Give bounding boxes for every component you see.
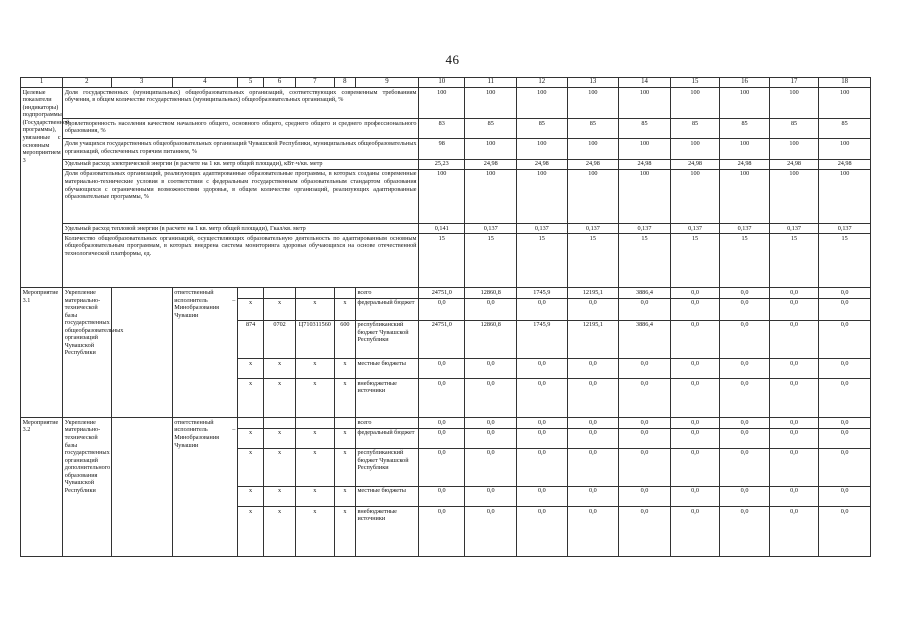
indicator-value: 0,137 — [769, 224, 819, 234]
funding-value: 3886,4 — [619, 288, 671, 298]
indicator-row — [21, 224, 871, 234]
funding-source: внебюджетные источники — [355, 507, 418, 557]
budget-code — [334, 418, 355, 428]
funding-source: всего — [355, 288, 418, 298]
funding-value: 0,0 — [819, 288, 871, 298]
funding-value: 0,0 — [769, 428, 819, 448]
indicator-value: 100 — [567, 88, 619, 119]
indicator-value: 85 — [517, 119, 568, 139]
column-number: 18 — [819, 78, 871, 88]
funding-value: 0,0 — [819, 428, 871, 448]
indicator-value: 100 — [465, 169, 517, 223]
page-number: 46 — [445, 52, 460, 67]
indicator-row — [21, 169, 871, 223]
column-number: 9 — [355, 78, 418, 88]
indicator-value: 25,23 — [419, 159, 465, 169]
indicator-value: 100 — [819, 88, 871, 119]
budget-code: x — [334, 379, 355, 418]
indicator-value: 85 — [619, 119, 671, 139]
indicator-value: 15 — [769, 234, 819, 288]
funding-value: 0,0 — [670, 379, 720, 418]
funding-value: 0,0 — [769, 320, 819, 358]
funding-value: 0,0 — [419, 379, 465, 418]
measure-label: Мероприятие 3.2 — [21, 418, 63, 557]
indicator-value: 100 — [619, 169, 671, 223]
budget-code — [334, 288, 355, 298]
column-number: 13 — [567, 78, 619, 88]
funding-value: 0,0 — [720, 486, 770, 506]
indicator-value: 100 — [670, 169, 720, 223]
indicator-value: 15 — [465, 234, 517, 288]
indicator-value: 98 — [419, 139, 465, 159]
indicator-value: 100 — [670, 88, 720, 119]
budget-code: x — [334, 507, 355, 557]
funding-value: 0,0 — [619, 507, 671, 557]
indicator-value: 100 — [567, 139, 619, 159]
column-number: 5 — [237, 78, 263, 88]
funding-value: 0,0 — [819, 448, 871, 486]
indicator-row — [21, 159, 871, 169]
funding-value: 0,0 — [819, 486, 871, 506]
target-indicators-label: Целевые показатели (индикаторы) подпрограммы (Государственной программы), увязанные с основным мероприятием 3 — [21, 88, 63, 288]
indicator-value: 15 — [517, 234, 568, 288]
funding-value: 0,0 — [670, 298, 720, 320]
budget-code: x — [237, 358, 263, 378]
budget-code: x — [295, 486, 334, 506]
indicator-value: 100 — [769, 169, 819, 223]
indicator-value: 85 — [769, 119, 819, 139]
indicator-value: 100 — [819, 139, 871, 159]
indicator-value: 85 — [465, 119, 517, 139]
indicator-value: 100 — [465, 88, 517, 119]
funding-value: 0,0 — [819, 418, 871, 428]
funding-value: 0,0 — [819, 358, 871, 378]
funding-value: 0,0 — [670, 507, 720, 557]
indicator-text: Удовлетворенность населения качеством начального общего, основного общего, среднего общего и среднего профессионального образования, % — [63, 119, 419, 139]
funding-value: 0,0 — [419, 507, 465, 557]
funding-value: 0,0 — [465, 379, 517, 418]
funding-value: 0,0 — [517, 418, 568, 428]
column-number: 6 — [264, 78, 296, 88]
budget-code: x — [237, 428, 263, 448]
funding-value: 0,0 — [619, 358, 671, 378]
funding-value: 0,0 — [670, 288, 720, 298]
funding-value: 0,0 — [517, 448, 568, 486]
indicator-text: Удельный расход электрической энергии (в расчете на 1 кв. метр общей площади), кВт·ч/кв. метр — [63, 159, 419, 169]
budget-code — [237, 288, 263, 298]
indicator-value: 85 — [819, 119, 871, 139]
program-table — [20, 77, 871, 557]
funding-value: 0,0 — [720, 418, 770, 428]
indicator-text: Доля учащихся государственных общеобразовательных организаций Чувашской Республики, муниципальных общеобразовательных организаций, обеспеченных горячим питанием, % — [63, 139, 419, 159]
indicator-value: 100 — [517, 139, 568, 159]
budget-code: x — [264, 428, 296, 448]
funding-value: 0,0 — [720, 379, 770, 418]
funding-value: 0,0 — [517, 379, 568, 418]
indicator-value: 100 — [465, 139, 517, 159]
budget-code — [264, 418, 296, 428]
funding-value: 0,0 — [419, 448, 465, 486]
funding-value: 0,0 — [567, 379, 619, 418]
funding-value: 0,0 — [670, 428, 720, 448]
funding-value: 0,0 — [619, 428, 671, 448]
indicator-value: 24,98 — [670, 159, 720, 169]
funding-value: 0,0 — [619, 486, 671, 506]
funding-value: 0,0 — [517, 486, 568, 506]
indicator-value: 100 — [670, 139, 720, 159]
funding-value: 0,0 — [720, 507, 770, 557]
funding-value: 0,0 — [769, 486, 819, 506]
funding-source: федеральный бюджет — [355, 298, 418, 320]
funding-value: 0,0 — [720, 288, 770, 298]
budget-code: x — [264, 448, 296, 486]
budget-code: x — [237, 448, 263, 486]
indicator-value: 0,137 — [465, 224, 517, 234]
budget-code: x — [264, 507, 296, 557]
funding-value: 0,0 — [517, 507, 568, 557]
indicator-value: 24,98 — [720, 159, 770, 169]
indicator-value: 85 — [567, 119, 619, 139]
funding-value: 0,0 — [619, 298, 671, 320]
funding-value: 12860,8 — [465, 288, 517, 298]
funding-value: 1745,9 — [517, 320, 568, 358]
funding-value: 0,0 — [517, 428, 568, 448]
indicator-row — [21, 88, 871, 119]
budget-code: x — [334, 486, 355, 506]
funding-value: 0,0 — [670, 358, 720, 378]
measure-empty-cell — [111, 418, 172, 557]
funding-value: 0,0 — [769, 507, 819, 557]
funding-value: 0,0 — [465, 507, 517, 557]
indicator-value: 100 — [517, 169, 568, 223]
budget-code: x — [237, 379, 263, 418]
funding-value: 0,0 — [567, 298, 619, 320]
funding-value: 0,0 — [619, 418, 671, 428]
indicator-value: 24,98 — [465, 159, 517, 169]
indicator-text: Удельный расход тепловой энергии (в расчете на 1 кв. метр общей площади), Гкал/кв. метр — [63, 224, 419, 234]
column-number: 10 — [419, 78, 465, 88]
budget-code: Ц710311560 — [295, 320, 334, 358]
funding-value: 0,0 — [720, 358, 770, 378]
funding-source: республиканский бюджет Чувашской Республики — [355, 448, 418, 486]
column-number: 4 — [172, 78, 237, 88]
budget-code: x — [334, 448, 355, 486]
funding-value: 0,0 — [419, 418, 465, 428]
funding-value: 0,0 — [465, 418, 517, 428]
funding-source: республиканский бюджет Чувашской Республики — [355, 320, 418, 358]
indicator-value: 100 — [769, 139, 819, 159]
budget-code: x — [295, 428, 334, 448]
funding-value: 12195,1 — [567, 288, 619, 298]
indicator-value: 83 — [419, 119, 465, 139]
column-number: 12 — [517, 78, 568, 88]
funding-source: внебюджетные источники — [355, 379, 418, 418]
funding-value: 0,0 — [419, 486, 465, 506]
indicator-value: 85 — [720, 119, 770, 139]
indicator-value: 24,98 — [567, 159, 619, 169]
indicator-value: 100 — [619, 88, 671, 119]
funding-source: федеральный бюджет — [355, 428, 418, 448]
indicator-value: 0,137 — [567, 224, 619, 234]
funding-value: 0,0 — [819, 320, 871, 358]
funding-value: 0,0 — [670, 418, 720, 428]
budget-code: x — [295, 358, 334, 378]
funding-value: 0,0 — [670, 320, 720, 358]
column-number-row — [21, 78, 871, 88]
funding-value: 0,0 — [720, 448, 770, 486]
funding-value: 0,0 — [769, 379, 819, 418]
indicator-row — [21, 119, 871, 139]
budget-code: x — [334, 358, 355, 378]
indicator-value: 15 — [720, 234, 770, 288]
column-number: 16 — [720, 78, 770, 88]
funding-value: 3886,4 — [619, 320, 671, 358]
indicator-value: 0,137 — [720, 224, 770, 234]
indicator-value: 100 — [419, 169, 465, 223]
indicator-text: Доля государственных (муниципальных) общеобразовательных организаций, соответствующих современным требованиям обучения, в общем количестве государственных (муниципальных) общеобразовательных организаций, % — [63, 88, 419, 119]
indicator-value: 100 — [619, 139, 671, 159]
indicator-value: 0,137 — [619, 224, 671, 234]
funding-value: 0,0 — [567, 507, 619, 557]
column-number: 11 — [465, 78, 517, 88]
budget-code: x — [264, 298, 296, 320]
indicator-value: 100 — [720, 169, 770, 223]
budget-code — [295, 418, 334, 428]
measure-row — [21, 418, 871, 428]
funding-value: 0,0 — [720, 298, 770, 320]
indicator-value: 0,141 — [419, 224, 465, 234]
measure-label: Мероприятие 3.1 — [21, 288, 63, 418]
budget-code — [237, 418, 263, 428]
funding-value: 0,0 — [419, 298, 465, 320]
measure-executor: ответственный исполнитель – Минобразования Чувашии — [172, 418, 237, 557]
funding-value: 0,0 — [769, 448, 819, 486]
column-number: 14 — [619, 78, 671, 88]
budget-code: x — [334, 298, 355, 320]
indicator-value: 0,137 — [670, 224, 720, 234]
measure-empty-cell — [111, 288, 172, 418]
indicator-value: 24,98 — [517, 159, 568, 169]
funding-value: 0,0 — [769, 298, 819, 320]
indicator-value: 100 — [769, 88, 819, 119]
column-number: 17 — [769, 78, 819, 88]
funding-source: местные бюджеты — [355, 358, 418, 378]
measure-title: Укрепление материально-технической базы государственных общеобразовательных организаций Чувашской Республики — [63, 288, 111, 418]
funding-value: 0,0 — [567, 486, 619, 506]
funding-value: 0,0 — [819, 379, 871, 418]
indicator-value: 15 — [619, 234, 671, 288]
column-number: 1 — [21, 78, 63, 88]
measure-title: Укрепление материально-технической базы государственных организаций дополнительного образования Чувашской Республики — [63, 418, 111, 557]
funding-value: 24751,0 — [419, 320, 465, 358]
indicator-value: 100 — [517, 88, 568, 119]
funding-value: 0,0 — [419, 428, 465, 448]
funding-value: 0,0 — [567, 428, 619, 448]
budget-code: x — [264, 358, 296, 378]
indicator-value: 15 — [419, 234, 465, 288]
indicator-value: 24,98 — [769, 159, 819, 169]
budget-code: x — [334, 428, 355, 448]
indicator-text: Доля образовательных организаций, реализующих адаптированные образовательные программы, в которых созданы современные материально-технические условия в соответствии с федеральным государственным образовательным стандартом образования обучающихся с ограниченными возможностями здоровья, в общем количестве организаций, реализующих адаптированные образовательные программы, % — [63, 169, 419, 223]
funding-value: 0,0 — [769, 288, 819, 298]
funding-value: 0,0 — [720, 428, 770, 448]
budget-code: 0702 — [264, 320, 296, 358]
budget-code: x — [237, 298, 263, 320]
indicator-row — [21, 139, 871, 159]
budget-code: x — [237, 486, 263, 506]
funding-value: 12195,1 — [567, 320, 619, 358]
indicator-value: 100 — [419, 88, 465, 119]
budget-code: x — [264, 379, 296, 418]
funding-value: 0,0 — [819, 298, 871, 320]
budget-code: x — [295, 379, 334, 418]
funding-value: 0,0 — [720, 320, 770, 358]
funding-value: 0,0 — [567, 448, 619, 486]
funding-value: 0,0 — [619, 379, 671, 418]
funding-value: 0,0 — [465, 298, 517, 320]
funding-value: 0,0 — [465, 358, 517, 378]
budget-code: x — [264, 486, 296, 506]
funding-value: 12860,8 — [465, 320, 517, 358]
indicator-value: 0,137 — [819, 224, 871, 234]
funding-value: 0,0 — [567, 418, 619, 428]
budget-code: 874 — [237, 320, 263, 358]
column-number: 15 — [670, 78, 720, 88]
funding-value: 0,0 — [670, 448, 720, 486]
budget-code — [264, 288, 296, 298]
funding-value: 0,0 — [465, 448, 517, 486]
funding-value: 24751,0 — [419, 288, 465, 298]
indicator-value: 100 — [819, 169, 871, 223]
column-number: 8 — [334, 78, 355, 88]
funding-value: 0,0 — [619, 448, 671, 486]
budget-code: x — [237, 507, 263, 557]
budget-code: x — [295, 448, 334, 486]
indicator-value: 100 — [720, 139, 770, 159]
indicator-value: 0,137 — [517, 224, 568, 234]
indicator-value: 100 — [567, 169, 619, 223]
indicator-row — [21, 234, 871, 288]
funding-value: 0,0 — [517, 358, 568, 378]
funding-value: 0,0 — [465, 486, 517, 506]
budget-code: x — [295, 507, 334, 557]
indicator-text: Количество общеобразовательных организаций, осуществляющих образовательную деятельность по адаптированным основным общеобразовательным программам, в которых внедрена система мониторинга здоровья обучающихся на основе отечественной технологической платформы, ед. — [63, 234, 419, 288]
funding-value: 0,0 — [567, 358, 619, 378]
funding-value: 0,0 — [769, 418, 819, 428]
funding-value: 1745,9 — [517, 288, 568, 298]
funding-value: 0,0 — [465, 428, 517, 448]
column-number: 2 — [63, 78, 111, 88]
indicator-value: 15 — [670, 234, 720, 288]
funding-value: 0,0 — [670, 486, 720, 506]
column-number: 3 — [111, 78, 172, 88]
budget-code — [295, 288, 334, 298]
indicator-value: 15 — [819, 234, 871, 288]
funding-value: 0,0 — [769, 358, 819, 378]
indicator-value: 15 — [567, 234, 619, 288]
budget-code: x — [295, 298, 334, 320]
funding-source: всего — [355, 418, 418, 428]
funding-value: 0,0 — [819, 507, 871, 557]
measure-row — [21, 288, 871, 298]
measure-executor: ответственный исполнитель – Минобразования Чувашии — [172, 288, 237, 418]
funding-value: 0,0 — [517, 298, 568, 320]
indicator-value: 85 — [670, 119, 720, 139]
indicator-value: 24,98 — [819, 159, 871, 169]
funding-value: 0,0 — [419, 358, 465, 378]
funding-source: местные бюджеты — [355, 486, 418, 506]
budget-code: 600 — [334, 320, 355, 358]
column-number: 7 — [295, 78, 334, 88]
indicator-value: 100 — [720, 88, 770, 119]
indicator-value: 24,98 — [619, 159, 671, 169]
